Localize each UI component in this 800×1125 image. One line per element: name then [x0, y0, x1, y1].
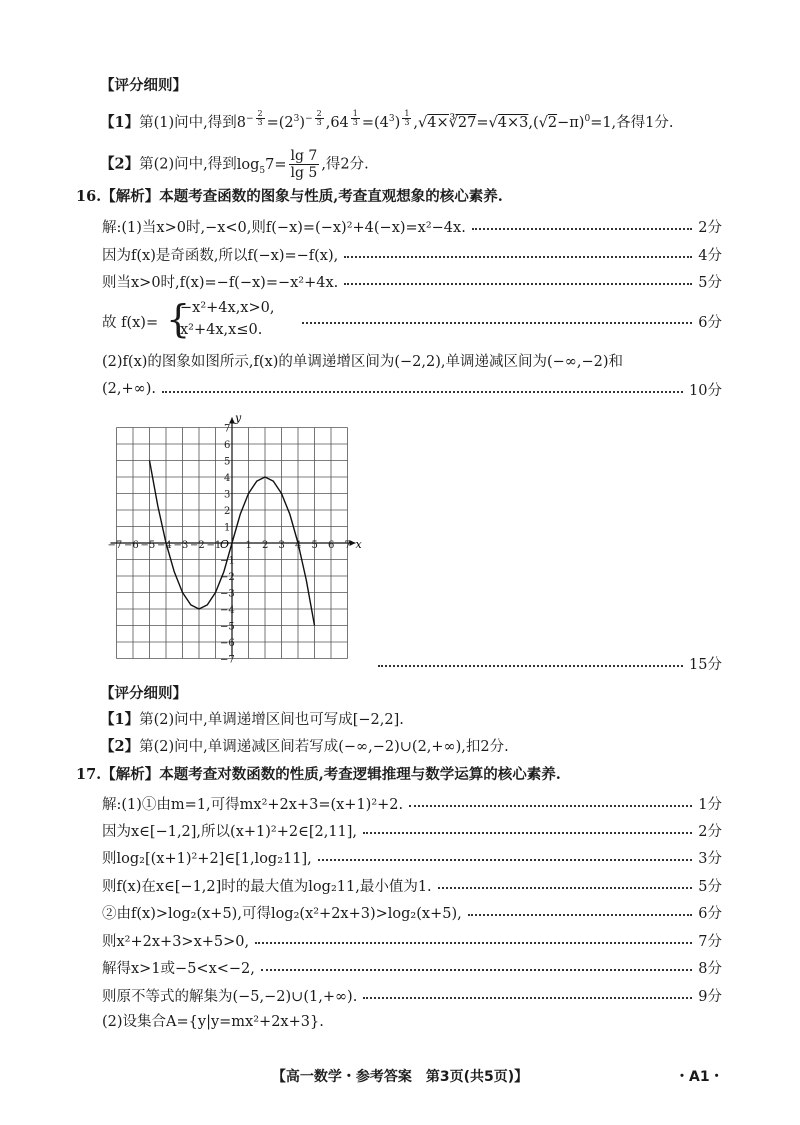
- y-tick-label: −1: [220, 555, 235, 567]
- grading-heading: 【评分细则】: [100, 77, 187, 94]
- q16-part2-line2: [102, 378, 722, 400]
- q17-step-5: [102, 901, 722, 923]
- grading-item-1-pre: 第(1)问中,得到: [139, 114, 237, 131]
- y-tick-label: 1: [224, 522, 231, 534]
- q17-step-7-text: 解得x>1或−5<x<−2,: [102, 960, 255, 977]
- y-tick-label: −4: [220, 605, 235, 616]
- q16-grading-1-label: 【1】: [100, 711, 140, 728]
- grading-item-2: [100, 148, 369, 181]
- dot-leader: [363, 832, 692, 834]
- q16-step-1-score: 2分: [698, 219, 722, 236]
- q17-step-6-score: 7分: [698, 933, 722, 950]
- q16-grading-2-label: 【2】: [100, 738, 140, 755]
- x-tick-label: −1: [206, 540, 222, 551]
- piecewise-prefix: 故 f(x)=: [102, 315, 159, 331]
- q16-grading-2-text: 第(2)问中,单调递减区间若写成(−∞,−2)∪(2,+∞),扣2分.: [139, 739, 509, 755]
- y-tick-label: −7: [220, 654, 235, 666]
- q17-step-6: [102, 929, 722, 951]
- dot-leader: [261, 969, 692, 971]
- q17-step-2-text: 因为x∈[−1,2],所以(x+1)²+2∈[2,11],: [102, 823, 358, 840]
- q16-step-2-score: 4分: [698, 247, 722, 264]
- q17-step-1: [102, 792, 722, 814]
- q17-step-4-score: 5分: [698, 878, 722, 895]
- q16-number: 16.: [76, 188, 102, 205]
- q16-step-3-score: 5分: [698, 274, 722, 291]
- function-curve-1: [150, 461, 233, 610]
- q16-part2-line1: (2)f(x)的图象如图所示,f(x)的单调递增区间为(−2,2),单调递减区间为(−∞,−2)和: [102, 354, 624, 370]
- x-tick-label: 6: [328, 540, 335, 551]
- y-tick-label: 2: [224, 506, 231, 517]
- q17-step-7: [102, 956, 722, 978]
- q16-step-3-text: 则当x>0时,f(x)=−f(−x)=−x²+4x.: [102, 274, 339, 291]
- dot-leader: [409, 805, 692, 807]
- q16-title-text: 【解析】本题考查函数的图象与性质,考查直观想象的核心素养.: [101, 188, 503, 205]
- q16-grading-1: [100, 709, 404, 731]
- q17-step-2: [102, 819, 722, 841]
- footer-title: 【高一数学・参考答案 第3页(共5页)】: [271, 1069, 529, 1085]
- piecewise-case-2: x²+4x,x≤0.: [180, 322, 263, 338]
- q17-step-3: [102, 846, 722, 868]
- q17-step-1-score: 1分: [698, 796, 722, 813]
- dot-leader: [318, 859, 693, 861]
- math-expression-2: $\log_57=$ $\frac{\lg 7}{\lg 5}$: [236, 148, 318, 181]
- q17-step-9: (2)设集合A={y|y=mx²+2x+3}.: [102, 1014, 324, 1030]
- x-tick-label: 1: [245, 540, 252, 551]
- y-tick-label: −3: [220, 588, 235, 600]
- q17-step-3-text: 则log₂[(x+1)²+2]∈[1,log₂11],: [102, 850, 312, 867]
- q16-grading-1-text: 第(2)问中,单调递增区间也可写成[−2,2].: [139, 712, 404, 728]
- q17-step-2-score: 2分: [698, 823, 722, 840]
- q16-step-2-text: 因为f(x)是奇函数,所以f(−x)=−f(x),: [102, 247, 339, 264]
- q16-grading-heading: 【评分细则】: [100, 685, 187, 702]
- dot-leader: [302, 322, 692, 324]
- q16-step-1-text: 解:(1)当x>0时,−x<0,则f(−x)=(−x)²+4(−x)=x²−4x.: [102, 219, 466, 236]
- q16-part2-score: 10分: [689, 382, 722, 399]
- x-tick-label: 7: [344, 540, 351, 551]
- q16-step-2: [102, 243, 722, 265]
- q17-step-4-text: 则f(x)在x∈[−1,2]时的最大值为log₂11,最小值为1.: [102, 878, 432, 895]
- dot-leader: [344, 283, 692, 285]
- q17-step-5-score: 6分: [698, 905, 722, 922]
- x-tick-label: −5: [140, 540, 156, 551]
- y-tick-label: −2: [220, 572, 235, 583]
- q16-title: [76, 186, 503, 208]
- y-axis-label: y: [235, 411, 242, 425]
- x-tick-label: 2: [262, 540, 269, 551]
- dot-leader: [472, 228, 692, 230]
- x-tick-label: −2: [190, 540, 205, 551]
- piecewise-case-1: −x²+4x,x>0,: [180, 300, 275, 316]
- x-tick-label: 5: [311, 540, 318, 551]
- dot-leader: [255, 942, 692, 944]
- x-tick-label: 3: [278, 540, 285, 551]
- y-tick-label: 6: [224, 440, 231, 451]
- brace-icon: {: [166, 297, 191, 341]
- grading-item-1: [100, 108, 674, 134]
- grading-item-2-pre: 第(2)问中,得到: [139, 156, 237, 173]
- y-tick-label: −5: [220, 621, 235, 633]
- origin-label: O: [220, 538, 230, 551]
- x-tick-label: −6: [124, 540, 139, 551]
- q17-step-8-text: 则原不等式的解集为(−5,−2)∪(1,+∞).: [102, 988, 358, 1005]
- dot-leader: [378, 665, 683, 667]
- q16-piecewise: [102, 297, 722, 344]
- q17-step-8: [102, 984, 722, 1006]
- y-tick-label: 3: [224, 489, 231, 501]
- q17-step-1-text: 解:(1)①由m=1,可得mx²+2x+3=(x+1)²+2.: [102, 796, 404, 813]
- grading-item-2-label: 【2】: [100, 155, 140, 173]
- x-axis-label: x: [355, 538, 362, 551]
- x-tick-label: −3: [173, 540, 189, 551]
- dot-leader: [363, 997, 692, 999]
- q17-step-4: [102, 874, 722, 896]
- q16-graph-score-row: [378, 652, 722, 674]
- function-graph: [96, 408, 376, 668]
- q17-step-3-score: 3分: [698, 850, 722, 867]
- q16-part2-text: (2,+∞).: [102, 381, 156, 397]
- dot-leader: [344, 256, 692, 258]
- q16-step-1: [102, 215, 722, 237]
- function-curve-2: [232, 477, 315, 626]
- y-tick-label: 4: [224, 473, 231, 484]
- q17-step-5-text: ②由f(x)>log₂(x+5),可得log₂(x²+2x+3)>log₂(x+5),: [102, 905, 462, 922]
- q16-step-3: [102, 270, 722, 292]
- y-tick-label: 7: [224, 423, 231, 435]
- q16-step-4-score: 6分: [698, 315, 722, 331]
- q17-title: [76, 764, 561, 786]
- q16-graph-score: 15分: [689, 656, 722, 673]
- dot-leader: [162, 391, 683, 393]
- x-tick-label: −4: [157, 540, 172, 551]
- q16-grading-2: [100, 736, 509, 758]
- y-tick-label: −6: [220, 638, 235, 649]
- math-expression-1: $8^{- \frac{2}{3}}$ $=(2^3)^{- \frac{2}{3}}$ ,64 $^{\frac{1}{3}}$ $=(4^3)$ $^{\frac{1}{3}}$ $,√4\times∛27=√4\times 3,(√2-\pi)^0=1$,: [236, 109, 617, 131]
- grading-item-1-post: 各得1分.: [616, 114, 674, 131]
- grading-item-2-post: ,得2分.: [321, 156, 369, 173]
- q17-title-text: 【解析】本题考查对数函数的性质,考查逻辑推理与数学运算的核心素养.: [101, 766, 561, 783]
- y-tick-label: 5: [224, 456, 231, 468]
- q17-step-8-score: 9分: [698, 988, 722, 1005]
- q17-step-7-score: 8分: [698, 960, 722, 977]
- footer-code: ・A1・: [675, 1069, 724, 1085]
- x-tick-label: −7: [107, 540, 123, 551]
- q17-number: 17.: [76, 766, 102, 783]
- x-tick-label: 4: [295, 540, 302, 551]
- dot-leader: [468, 914, 693, 916]
- q17-step-6-text: 则x²+2x+3>x+5>0,: [102, 933, 250, 950]
- grading-item-1-label: 【1】: [100, 113, 140, 131]
- dot-leader: [438, 887, 693, 889]
